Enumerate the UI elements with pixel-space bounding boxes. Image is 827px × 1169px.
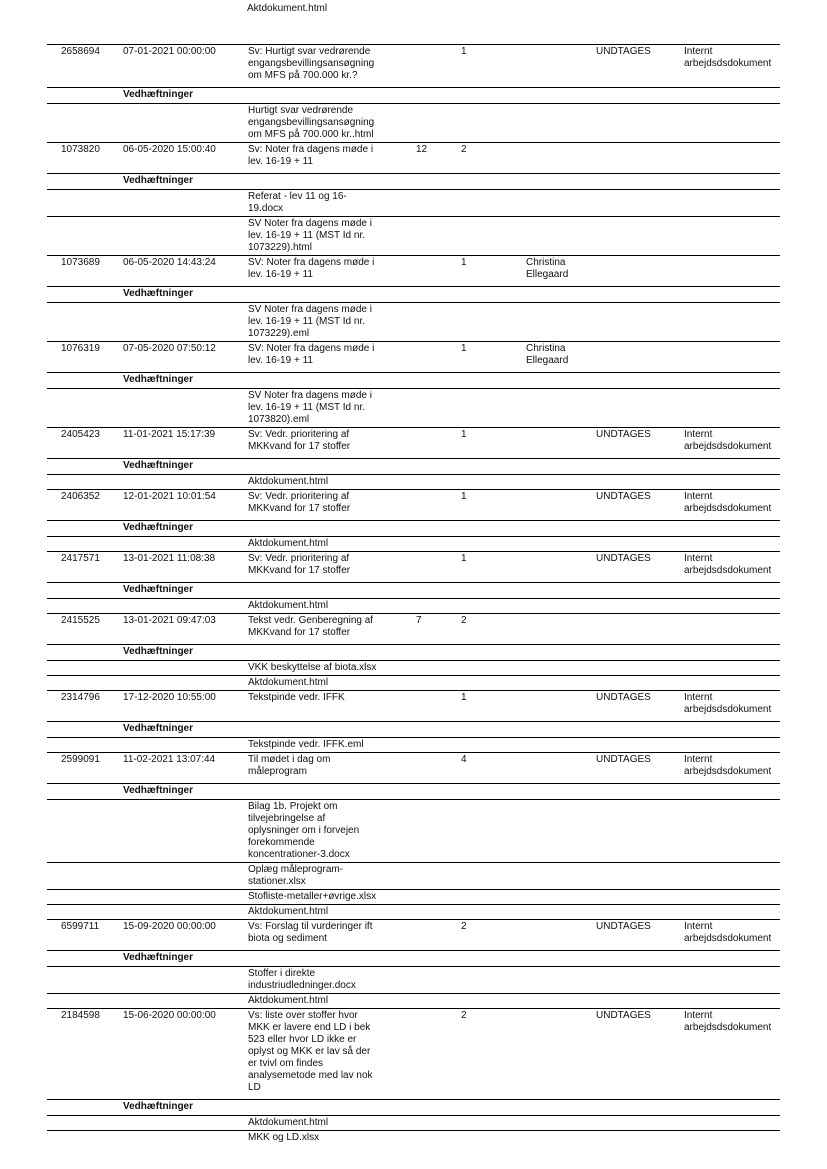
record-col-b: 1 — [461, 429, 467, 440]
record-col-b: 2 — [461, 144, 467, 155]
attachment-separator — [47, 862, 780, 863]
attachment-filename: VKK beskyttelse af biota.xlsx — [248, 662, 377, 673]
record-id: 1073689 — [61, 257, 100, 268]
attachments-header-rule — [47, 721, 780, 722]
attachment-filename: Aktdokument.html — [248, 995, 329, 1006]
record-status: UNDTAGES — [596, 429, 651, 440]
record-id: 2415525 — [61, 615, 100, 626]
attachment-separator — [47, 216, 780, 217]
record-col-b: 1 — [461, 343, 467, 354]
record-col-b: 1 — [461, 692, 467, 703]
attachments-header: Vedhæftninger — [123, 785, 194, 796]
attachments-header-rule — [47, 87, 780, 88]
record-separator — [47, 341, 780, 342]
attachment-separator — [47, 302, 780, 303]
record-col-b: 4 — [461, 754, 467, 765]
record-reason: Internt arbejdsdsdokument — [684, 491, 772, 514]
attachments-header: Vedhæftninger — [123, 952, 194, 963]
record-person: Christina Ellegaard — [526, 343, 569, 366]
record-col-b: 2 — [461, 615, 467, 626]
record-id: 2417571 — [61, 553, 100, 564]
record-col-b: 1 — [461, 553, 467, 564]
attachments-header: Vedhæftninger — [123, 374, 194, 385]
record-reason: Internt arbejdsdsdokument — [684, 1010, 772, 1033]
attachment-filename: Stofliste-metaller+øvrige.xlsx — [248, 891, 377, 902]
attachments-header: Vedhæftninger — [123, 522, 194, 533]
attachment-separator — [47, 993, 780, 994]
record-separator — [47, 919, 780, 920]
attachment-filename: Oplæg måleprogram- stationer.xlsx — [248, 864, 344, 887]
attachment-filename: Aktdokument.html — [248, 476, 329, 487]
record-id: 2184598 — [61, 1010, 100, 1021]
record-date: 13-01-2021 11:08:38 — [123, 553, 216, 564]
attachments-header: Vedhæftninger — [123, 1101, 194, 1112]
attachment-separator — [47, 889, 780, 890]
attachments-header-rule — [47, 644, 780, 645]
attachment-separator — [47, 536, 780, 537]
attachments-header: Vedhæftninger — [123, 460, 194, 471]
attachment-separator — [47, 966, 780, 967]
record-status: UNDTAGES — [596, 46, 651, 57]
record-status: UNDTAGES — [596, 491, 651, 502]
record-separator — [47, 142, 780, 143]
attachment-separator — [47, 799, 780, 800]
attachments-header-rule — [47, 520, 780, 521]
record-status: UNDTAGES — [596, 754, 651, 765]
record-reason: Internt arbejdsdsdokument — [684, 921, 772, 944]
record-id: 1073820 — [61, 144, 100, 155]
attachment-separator — [47, 1115, 780, 1116]
attachment-separator — [47, 103, 780, 104]
attachments-header-rule — [47, 1099, 780, 1100]
attachment-filename: Tekstpinde vedr. IFFK.eml — [248, 739, 364, 750]
attachment-filename: Aktdokument.html — [248, 538, 329, 549]
record-title: SV: Noter fra dagens møde i lev. 16-19 + 11 — [248, 257, 375, 280]
record-separator — [47, 255, 780, 256]
record-title: Vs: Forslag til vurderinger ift biota og sediment — [248, 921, 373, 944]
record-date: 07-05-2020 07:50:12 — [123, 343, 216, 354]
record-col-b: 2 — [461, 921, 467, 932]
record-title: Tekstpinde vedr. IFFK — [248, 692, 345, 703]
attachments-header-rule — [47, 286, 780, 287]
record-date: 15-09-2020 00:00:00 — [123, 921, 216, 932]
record-col-b: 2 — [461, 1010, 467, 1021]
record-title: Sv: Vedr. prioritering af MKKvand for 17 stoffer — [248, 429, 351, 452]
record-separator — [47, 427, 780, 428]
attachments-header: Vedhæftninger — [123, 89, 194, 100]
record-separator — [47, 489, 780, 490]
top-partial-text-clip — [247, 0, 447, 11]
attachment-separator — [47, 474, 780, 475]
attachment-separator — [47, 388, 780, 389]
record-date: 06-05-2020 15:00:40 — [123, 144, 216, 155]
record-status: UNDTAGES — [596, 921, 651, 932]
record-title: Sv: Vedr. prioritering af MKKvand for 17 stoffer — [248, 491, 351, 514]
attachment-filename: Aktdokument.html — [248, 1117, 329, 1128]
attachments-header-rule — [47, 582, 780, 583]
record-status: UNDTAGES — [596, 553, 651, 564]
attachment-filename: Referat - lev 11 og 16- 19.docx — [248, 191, 347, 214]
record-date: 06-05-2020 14:43:24 — [123, 257, 216, 268]
record-separator — [47, 44, 780, 45]
record-date: 12-01-2021 10:01:54 — [123, 491, 216, 502]
attachments-header-rule — [47, 173, 780, 174]
attachments-header: Vedhæftninger — [123, 584, 194, 595]
attachments-header-rule — [47, 950, 780, 951]
record-title: Sv: Noter fra dagens møde i lev. 16-19 + 11 — [248, 144, 374, 167]
attachment-separator — [47, 737, 780, 738]
record-id: 2314796 — [61, 692, 100, 703]
attachment-separator — [47, 904, 780, 905]
record-person: Christina Ellegaard — [526, 257, 569, 280]
attachment-separator — [47, 598, 780, 599]
attachment-separator — [47, 660, 780, 661]
record-separator — [47, 1008, 780, 1009]
record-id: 6599711 — [61, 921, 100, 932]
record-date: 15-06-2020 00:00:00 — [123, 1010, 216, 1021]
record-title: Tekst vedr. Genberegning af MKKvand for 17 stoffer — [248, 615, 374, 638]
attachments-header-rule — [47, 458, 780, 459]
top-partial-text: Aktdokument.html — [247, 3, 328, 11]
record-separator — [47, 752, 780, 753]
record-date: 17-12-2020 10:55:00 — [123, 692, 216, 703]
record-reason: Internt arbejdsdsdokument — [684, 692, 772, 715]
record-status: UNDTAGES — [596, 1010, 651, 1021]
record-col-a: 12 — [416, 144, 428, 155]
attachment-filename: SV Noter fra dagens møde i lev. 16-19 + 11 (MST Id nr. 1073229).eml — [248, 304, 372, 339]
record-id: 1076319 — [61, 343, 100, 354]
attachment-filename: Hurtigt svar vedrørende engangsbevillingsansøgning om MFS på 700.000 kr..html — [248, 105, 375, 140]
record-reason: Internt arbejdsdsdokument — [684, 429, 772, 452]
attachments-header: Vedhæftninger — [123, 175, 194, 186]
record-status: UNDTAGES — [596, 692, 651, 703]
record-title: SV: Noter fra dagens møde i lev. 16-19 + 11 — [248, 343, 375, 366]
record-reason: Internt arbejdsdsdokument — [684, 754, 772, 777]
attachment-filename: MKK og LD.xlsx — [248, 1132, 320, 1143]
record-col-b: 1 — [461, 46, 467, 57]
attachment-separator — [47, 189, 780, 190]
record-reason: Internt arbejdsdsdokument — [684, 553, 772, 576]
record-id: 2599091 — [61, 754, 100, 765]
record-id: 2658694 — [61, 46, 100, 57]
record-separator — [47, 613, 780, 614]
attachment-separator — [47, 675, 780, 676]
record-col-b: 1 — [461, 257, 467, 268]
attachments-header-rule — [47, 372, 780, 373]
record-col-a: 7 — [416, 615, 422, 626]
attachments-header: Vedhæftninger — [123, 646, 194, 657]
attachment-filename: Aktdokument.html — [248, 906, 329, 917]
attachment-filename: Aktdokument.html — [248, 677, 329, 688]
record-reason: Internt arbejdsdsdokument — [684, 46, 772, 69]
record-date: 13-01-2021 09:47:03 — [123, 615, 216, 626]
attachment-separator — [47, 1130, 780, 1131]
record-id: 2406352 — [61, 491, 100, 502]
record-title: Til mødet i dag om måleprogram — [248, 754, 331, 777]
attachment-filename: SV Noter fra dagens møde i lev. 16-19 + 11 (MST Id nr. 1073229).html — [248, 218, 372, 253]
attachments-header: Vedhæftninger — [123, 288, 194, 299]
attachments-header-rule — [47, 783, 780, 784]
record-id: 2405423 — [61, 429, 100, 440]
record-separator — [47, 690, 780, 691]
record-title: Sv: Vedr. prioritering af MKKvand for 17 stoffer — [248, 553, 351, 576]
record-separator — [47, 551, 780, 552]
attachment-filename: Aktdokument.html — [248, 600, 329, 611]
record-date: 11-02-2021 13:07:44 — [123, 754, 216, 765]
attachment-filename: Stoffer i direkte industriudledninger.docx — [248, 968, 356, 991]
attachment-filename: Bilag 1b. Projekt om tilvejebringelse af oplysninger om i forvejen forekommende koncentrationer-3.docx — [248, 801, 360, 860]
attachment-filename: SV Noter fra dagens møde i lev. 16-19 + 11 (MST Id nr. 1073820).eml — [248, 390, 372, 425]
record-col-b: 1 — [461, 491, 467, 502]
attachments-header: Vedhæftninger — [123, 723, 194, 734]
record-date: 07-01-2021 00:00:00 — [123, 46, 216, 57]
record-date: 11-01-2021 15:17:39 — [123, 429, 216, 440]
record-title: Vs: liste over stoffer hvor MKK er lavere end LD i bek 523 eller hvor LD ikke er oplyst og MKK er lav så der er tvivl om findes analysemetode med lav nok LD — [248, 1010, 373, 1093]
record-title: Sv: Hurtigt svar vedrørende engangsbevillingsansøgning om MFS på 700.000 kr.? — [248, 46, 375, 81]
